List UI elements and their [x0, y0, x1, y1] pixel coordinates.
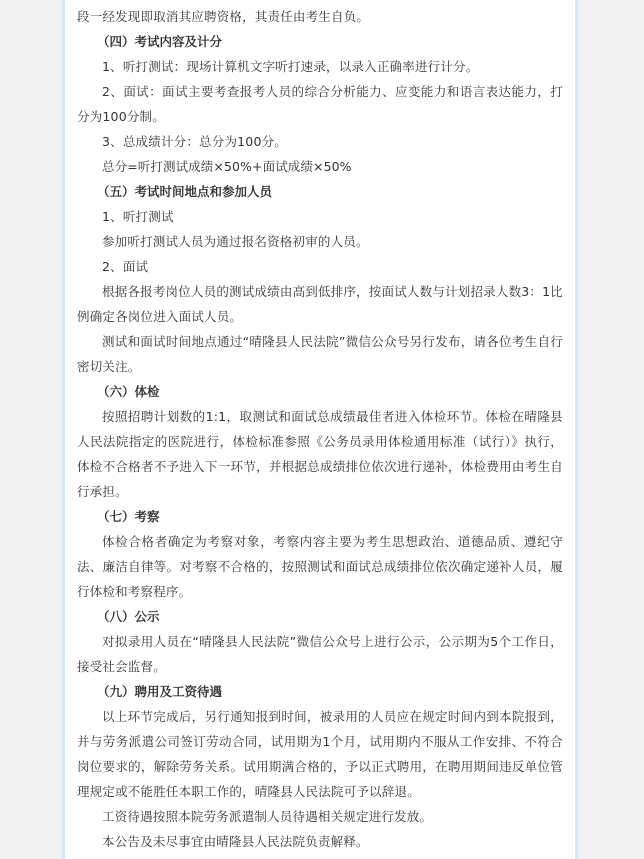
- section-heading-6: （六）体检: [97, 384, 160, 399]
- paragraph-publicity: 对拟录用人员在“晴隆县人民法院”微信公众号上进行公示，公示期为5个工作日，接受社会监督。: [77, 634, 563, 674]
- section-heading-4: （四）考试内容及计分: [97, 34, 223, 49]
- paragraph-interview-selection: 根据各报考岗位人员的测试成绩由高到低排序，按面试人数与计划招录人数3：1比例确定各岗位进入面试人员。: [77, 284, 563, 324]
- section-heading-5: （五）考试时间地点和参加人员: [97, 184, 273, 199]
- paragraph-inspection: 体检合格者确定为考察对象，考察内容主要为考生思想政治、道德品质、遵纪守法、廉洁自律等。对考察不合格的，按照测试和面试总成绩排位依次确定递补人员，履行体检和考察程序。: [77, 534, 563, 599]
- section-heading-7: （七）考察: [97, 509, 160, 524]
- paragraph-interview: 2、面试：面试主要考查报考人员的综合分析能力、应变能力和语言表达能力，打分为100分制。: [77, 84, 563, 124]
- paragraph-typing-test: 1、听打测试：现场计算机文字听打速录，以录入正确率进行计分。: [102, 59, 479, 74]
- paragraph-physical-exam: 按照招聘计划数的1:1，取测试和面试总成绩最佳者进入体检环节。体检在晴隆县人民法院指定的医院进行，体检标准参照《公务员录用体检通用标准（试行）》执行，体检不合格者不予进入下一环节，并根据总成绩排位依次进行递补，体检费用由考生自行承担。: [77, 409, 563, 499]
- paragraph-interview-title: 2、面试: [102, 259, 149, 274]
- paragraph-typing-test-title: 1、听打测试: [102, 209, 174, 224]
- paragraph-salary: 工资待遇按照本院劳务派遣制人员待遇相关规定进行发放。: [102, 809, 433, 824]
- paragraph-typing-test-participants: 参加听打测试人员为通过报名资格初审的人员。: [102, 234, 369, 249]
- paragraph-continuation: 段一经发现即取消其应聘资格，其责任由考生自负。: [77, 9, 370, 24]
- paragraph-time-location: 测试和面试时间地点通过“晴隆县人民法院”微信公众号另行发布，请各位考生自行密切关注。: [77, 334, 563, 374]
- paragraph-employment: 以上环节完成后，另行通知报到时间，被录用的人员应在规定时间内到本院报到，并与劳务派遣公司签订劳动合同，试用期为1个月，试用期内不服从工作安排、不符合岗位要求的，解除劳务关系。试用期满合格的，予以正式聘用，在聘用期间违反单位管理规定或不能胜任本职工作的，晴隆县人民法院可予以辞退。: [77, 709, 563, 799]
- document-page: [62, 0, 578, 859]
- paragraph-score-formula: 总分=听打测试成绩×50%+面试成绩×50%: [102, 159, 352, 174]
- paragraph-interpretation: 本公告及未尽事宜由晴隆县人民法院负责解释。: [102, 834, 369, 849]
- section-heading-9: （九）聘用及工资待遇: [97, 684, 223, 699]
- paragraph-total-score: 3、总成绩计分：总分为100分。: [102, 134, 288, 149]
- section-heading-8: （八）公示: [97, 609, 160, 624]
